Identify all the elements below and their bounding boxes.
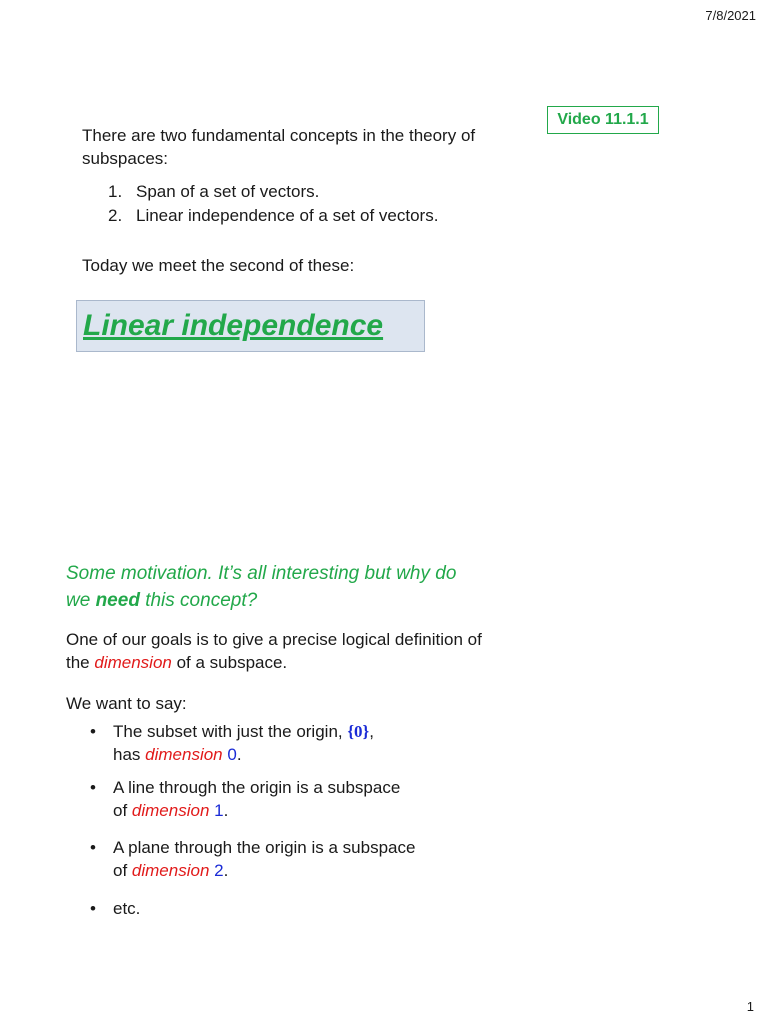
motivation-text: this concept? — [139, 590, 258, 611]
list-text: Linear independence of a set of vectors. — [136, 206, 439, 225]
page-number: 1 — [746, 999, 754, 1014]
dimension-value: 2 — [214, 861, 224, 880]
bullet-text: , — [369, 722, 374, 741]
concept-list-item — [108, 180, 438, 204]
goals-line-2 — [66, 651, 536, 674]
bullet-dot: • — [90, 838, 96, 857]
bullet-text: of — [113, 801, 132, 820]
bullet-text: of — [113, 861, 132, 880]
list-number: 2. — [108, 206, 123, 225]
bullet-text: etc. — [113, 899, 141, 918]
bullet-text: has — [113, 745, 146, 764]
dimension-term: dimension — [94, 653, 172, 672]
goals-paragraph — [66, 628, 536, 674]
motivation-emphasis: need — [95, 590, 140, 611]
concept-list-item — [108, 204, 438, 228]
bullet-item — [90, 897, 510, 920]
bullet-item — [90, 720, 510, 766]
goals-line-1: One of our goals is to give a precise logical definition of — [66, 630, 482, 649]
bullet-dot: • — [90, 778, 96, 797]
date-stamp: 7/8/2021 — [705, 8, 756, 23]
bullet-item — [90, 776, 510, 822]
bullet-text: A plane through the origin is a subspace — [113, 838, 416, 857]
concept-list — [108, 180, 438, 228]
dimension-value: 1 — [214, 801, 224, 820]
motivation-heading — [66, 560, 526, 614]
today-line: Today we meet the second of these: — [82, 256, 355, 275]
motivation-line-2 — [66, 587, 526, 614]
video-label-box: Video 11.1.1 — [547, 106, 659, 134]
bullet-dot: • — [90, 722, 96, 741]
dimension-value: 0 — [227, 745, 237, 764]
bullet-text: . — [236, 745, 242, 764]
bullet-dot: • — [90, 899, 96, 918]
dimension-term: dimension — [131, 801, 210, 820]
bullet-item — [90, 836, 510, 882]
goals-text: of a subspace. — [171, 653, 288, 672]
intro-paragraph — [82, 124, 532, 170]
bullet-text: . — [223, 801, 229, 820]
page-title: Linear independence — [83, 309, 384, 342]
bullet-text: A line through the origin is a subspace — [113, 778, 401, 797]
dimension-term: dimension — [145, 745, 223, 764]
motivation-text: we — [66, 590, 96, 611]
goals-text: the — [66, 653, 95, 672]
motivation-line-1: Some motivation. It’s all interesting but why do — [66, 563, 457, 584]
bullet-text: . — [223, 861, 229, 880]
title-box — [76, 300, 425, 352]
list-number: 1. — [108, 182, 123, 201]
intro-line-2: subspaces: — [82, 149, 168, 168]
list-text: Span of a set of vectors. — [136, 182, 320, 201]
want-say-line: We want to say: — [66, 694, 187, 713]
zero-set: {0} — [347, 722, 370, 741]
dimension-term: dimension — [131, 861, 210, 880]
bullet-text: The subset with just the origin, — [113, 722, 348, 741]
intro-line-1: There are two fundamental concepts in the theory of — [82, 126, 476, 145]
